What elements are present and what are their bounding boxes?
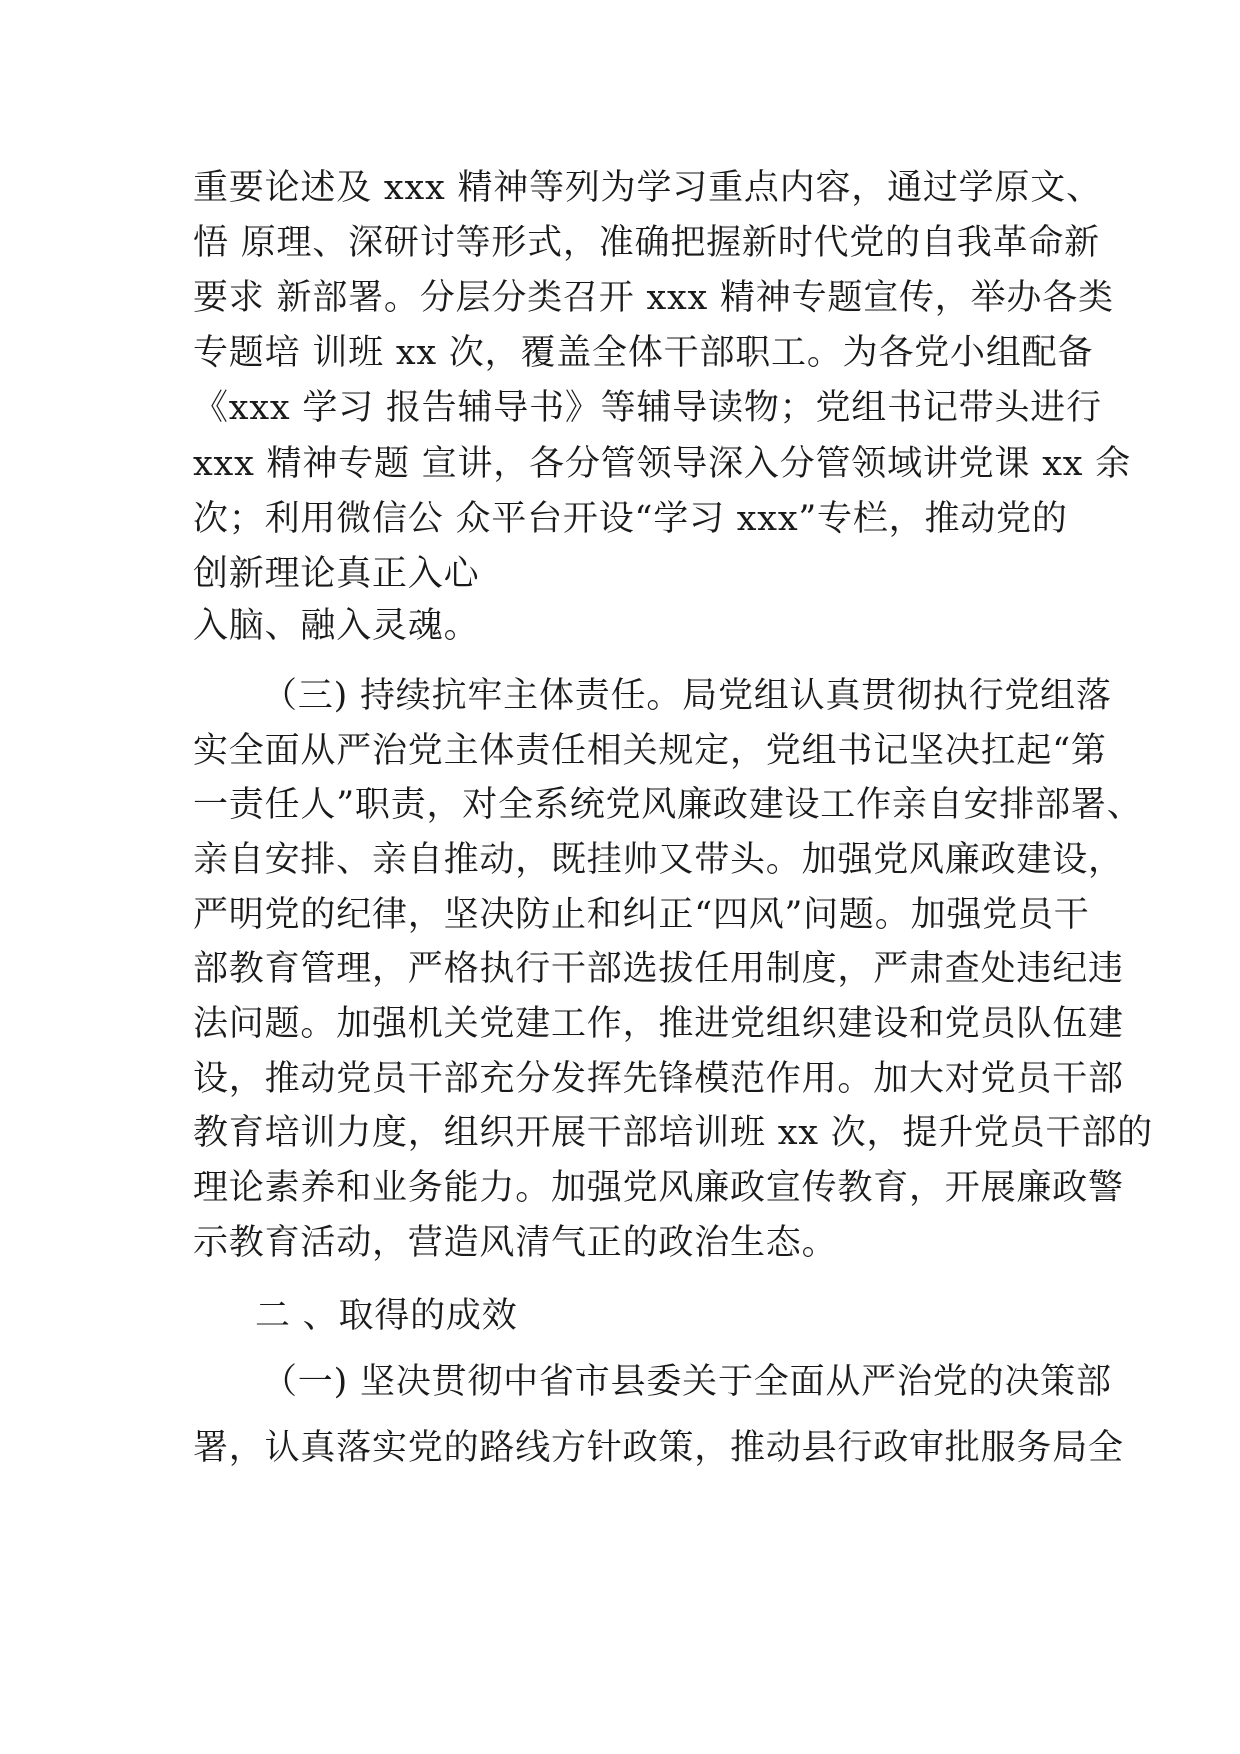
paragraph-line: 设，推动党员干部充分发挥先锋模范作用。加大对党员干部 [193, 1059, 1124, 1099]
paragraph-line: 《xxx 学习 报告辅导书》等辅导读物；党组书记带头进行 [193, 388, 1102, 428]
section-heading-two: 二 、取得的成效 [255, 1296, 518, 1336]
paragraph-line: 实全面从严治党主体责任相关规定，党组书记坚决扛起“第 [193, 731, 1107, 771]
paragraph-line: 一责任人”职责，对全系统党风廉政建设工作亲自安排部署、 [193, 785, 1143, 825]
paragraph-line: 入脑、融入灵魂。 [193, 606, 480, 646]
paragraph-line: 亲自安排、亲自推动，既挂帅又带头。加强党风廉政建设， [193, 840, 1124, 880]
paragraph-line: 创新理论真正入心 [193, 554, 480, 594]
section-heading-three: （三) 持续抗牢主体责任。局党组认真贯彻执行党组落 [262, 676, 1112, 716]
paragraph-line: 严明党的纪律，坚决防止和纠正“四风”问题。加强党员干 [193, 895, 1090, 935]
paragraph-line: 教育培训力度，组织开展干部培训班 xx 次，提升党员干部的 [193, 1113, 1153, 1153]
paragraph-line: 理论素养和业务能力。加强党风廉政宣传教育，开展廉政警 [193, 1168, 1124, 1208]
paragraph-line: 法问题。加强机关党建工作，推进党组织建设和党员队伍建 [193, 1004, 1124, 1044]
paragraph-line: 署，认真落实党的路线方针政策，推动县行政审批服务局全 [193, 1428, 1124, 1468]
paragraph-line: 专题培 训班 xx 次，覆盖全体干部职工。为各党小组配备 [193, 333, 1094, 373]
section-heading-one: （一) 坚决贯彻中省市县委关于全面从严治党的决策部 [262, 1362, 1112, 1402]
paragraph-line: 部教育管理，严格执行干部选拔任用制度，严肃查处违纪违 [193, 949, 1124, 989]
paragraph-line: 悟 原理、深研讨等形式，准确把握新时代党的自我革命新 [193, 223, 1100, 263]
paragraph-line: 重要论述及 xxx 精神等列为学习重点内容，通过学原文、 [193, 168, 1102, 208]
paragraph-line: 要求 新部署。分层分类召开 xxx 精神专题宣传，举办各类 [193, 278, 1114, 318]
paragraph-line: 次；利用微信公 众平台开设“学习 xxx”专栏，推动党的 [193, 499, 1068, 539]
paragraph-line: 示教育活动，营造风清气正的政治生态。 [193, 1223, 838, 1263]
paragraph-line: xxx 精神专题 宣讲，各分管领导深入分管领域讲党课 xx 余 [193, 444, 1131, 484]
